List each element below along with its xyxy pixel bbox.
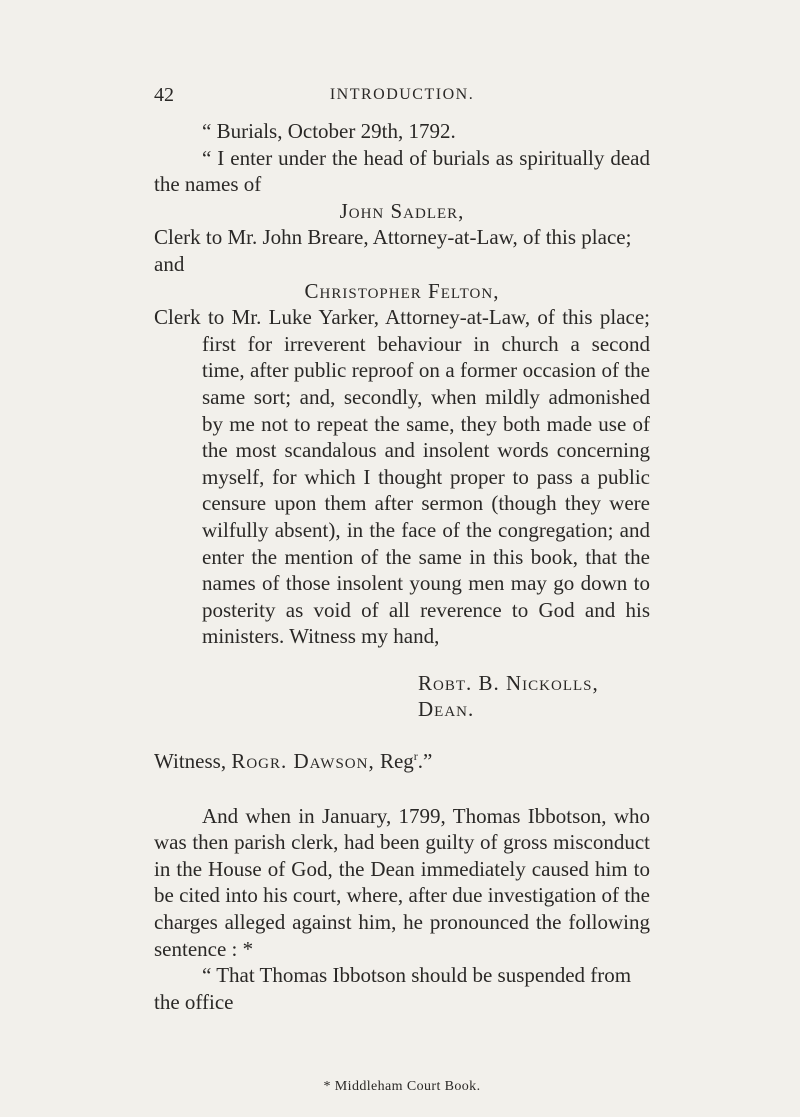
witness-end: .” xyxy=(417,749,433,774)
footnote: * Middleham Court Book. xyxy=(323,1079,481,1094)
spacer xyxy=(154,650,650,670)
dean-signature: Robt. B. Nickolls, Dean. xyxy=(418,670,599,722)
name-john-sadler: John Sadler, xyxy=(339,198,465,223)
witness-line xyxy=(154,743,650,775)
witness-reg: Reg xyxy=(374,749,414,774)
witness-sup: r xyxy=(413,749,418,764)
witness-prefix: Witness, xyxy=(154,749,232,774)
sentence-start: “ That Thomas Ibbotson should be suspended from the office xyxy=(154,963,632,1014)
running-head: INTRODUCTION. xyxy=(329,86,475,103)
body-text xyxy=(154,118,650,1015)
clerk-line-1: Clerk to Mr. John Breare, Attorney-at-Law, of this place; and xyxy=(154,225,632,276)
entry-opening: “ I enter under the head of burials as spiritually dead the names of xyxy=(154,145,650,197)
spacer xyxy=(154,723,650,743)
narrative-paragraph: And when in January, 1799, Thomas Ibbotson, who was then parish clerk, had been guilty of gross misconduct in the House of God, the Dean immediately caused him to be cited into his court, where, after due investigation of the charges alleged against him, he pronounced the following sentence : * xyxy=(154,803,650,961)
entry-title: “ Burials, October 29th, 1792. xyxy=(202,119,456,143)
spacer xyxy=(154,775,650,803)
page-number: 42 xyxy=(154,84,174,106)
clerk-paragraph-2: Clerk to Mr. Luke Yarker, Attorney-at-Law, of this place; first for irreverent behaviour in church a second time, after public reproof on a former occasion of the same sort; and, secondly, when mildly admonished by me not to repeat the same, they both made use of the most scandalous and insolent words concerning myself, for which I thought proper to pass a public censure upon them after sermon (though they were wilfully absent), in the face of the congregation; and enter the mention of the same in this book, that the names of those insolent young men may go down to posterity as void of all reverence to God and his ministers. Witness my hand, xyxy=(154,305,650,649)
witness-name: Rogr. Dawson, xyxy=(231,749,375,774)
page-header xyxy=(154,84,650,112)
name-christopher-felton: Christopher Felton, xyxy=(304,278,500,303)
